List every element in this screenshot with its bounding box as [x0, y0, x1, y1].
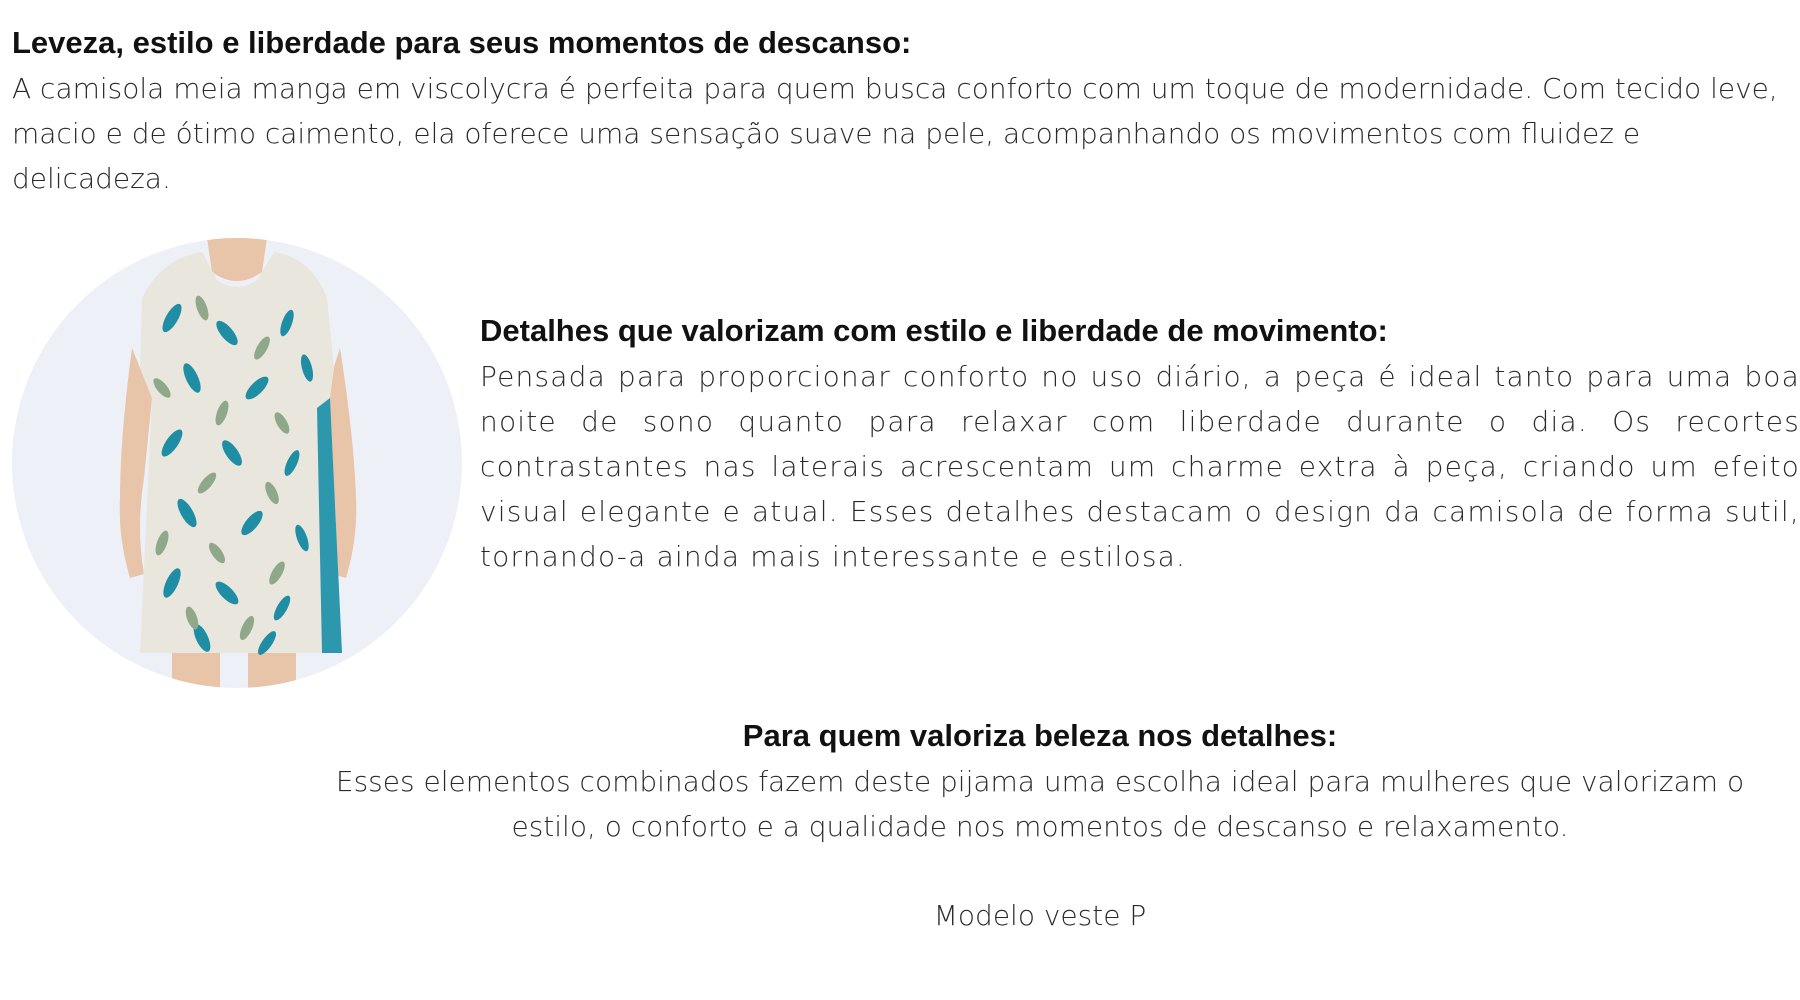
- details-heading: Detalhes que valorizam com estilo e liberdade de movimento:: [480, 313, 1388, 348]
- intro-paragraph: A camisola meia manga em viscolycra é perfeita para quem busca conforto com um toque de modernidade. Com tecido leve, macio e de ótimo caimento, ela oferece uma sensação suave na pele, acompanhando os movimentos com fluidez e delicadeza.: [12, 72, 1778, 195]
- closing-heading: Para quem valoriza beleza nos detalhes:: [742, 718, 1338, 753]
- product-photo: [12, 238, 462, 688]
- intro-heading: Leveza, estilo e liberdade para seus momentos de descanso:: [12, 25, 912, 60]
- model-size-text: Modelo veste P: [933, 899, 1147, 932]
- closing-section: [290, 713, 1790, 849]
- model-size-note: [290, 893, 1790, 938]
- nightgown-illustration: [12, 238, 462, 688]
- intro-section: [12, 20, 1792, 201]
- closing-paragraph: Esses elementos combinados fazem deste pijama uma escolha ideal para mulheres que valorizam o estilo, o conforto e a qualidade nos momentos de descanso e relaxamento.: [335, 765, 1745, 843]
- details-section: [480, 308, 1800, 579]
- details-paragraph: Pensada para proporcionar conforto no uso diário, a peça é ideal tanto para uma boa noite de sono quanto para relaxar com liberdade durante o dia. Os recortes contrastantes nas laterais acrescentam um charme extra à peça, criando um efeito visual elegante e atual. Esses detalhes destacam o design da camisola de forma sutil, tornando-a ainda mais interessante e estilosa.: [480, 360, 1800, 573]
